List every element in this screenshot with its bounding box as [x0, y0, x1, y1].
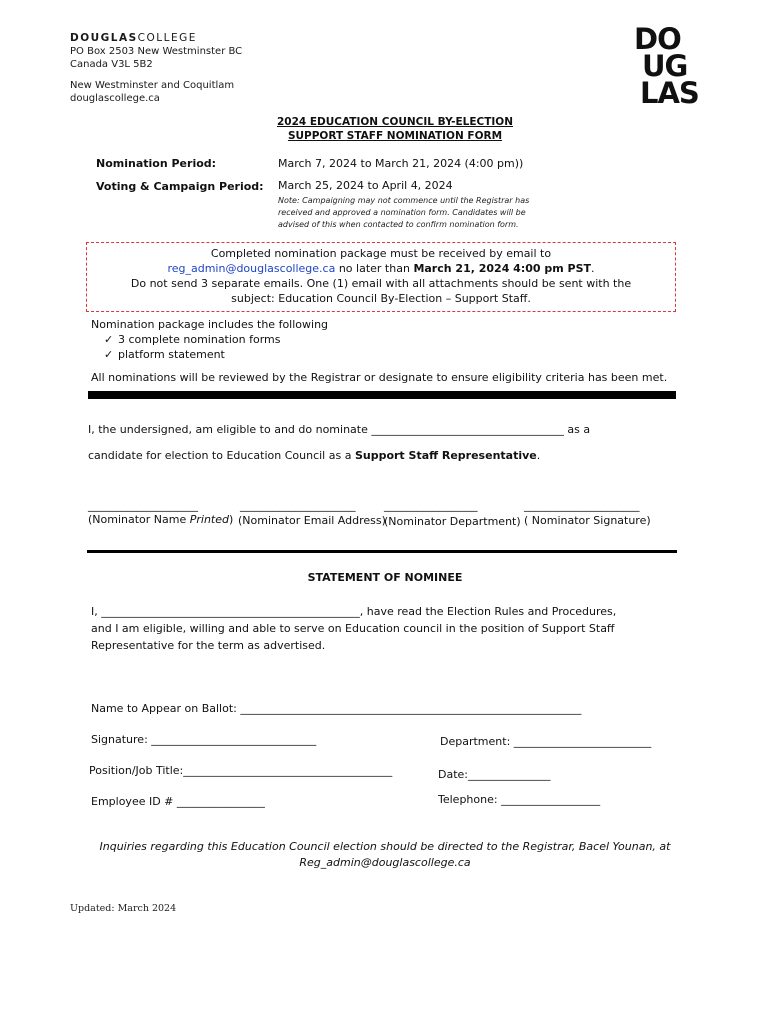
form-title-line1: 2024 EDUCATION COUNCIL BY-ELECTION: [276, 116, 514, 128]
employee-id-field[interactable]: Employee ID # ________________: [91, 795, 265, 808]
nominator-statement-line2: [88, 449, 540, 462]
logo-line2: UG: [642, 49, 688, 83]
voting-period-label: Voting & Campaign Period:: [96, 180, 264, 193]
notice-line1: Completed nomination package must be received by email to: [210, 247, 552, 260]
statement-line3: Representative for the term as advertised.: [91, 639, 326, 652]
package-item: [104, 333, 281, 346]
voting-period-value: March 25, 2024 to April 4, 2024: [278, 179, 453, 192]
brand-bold: DOUGLAS: [70, 32, 138, 44]
notice-line4: subject: Education Council By-Election – Support Staff.: [231, 292, 531, 305]
statement-line2: and I am eligible, willing and able to serve on Education council in the position of Support Staff: [91, 622, 615, 635]
campaign-note: Note: Campaigning may not commence until the Registrar has received and approved a nomination form. Candidates will be advised of this when contacted to confirm nomination form.: [278, 196, 530, 229]
nominator-department-label: (Nominator Department): [384, 515, 521, 528]
form-title-line2: SUPPORT STAFF NOMINATION FORM: [287, 130, 503, 142]
nomination-period-value: March 7, 2024 to March 21, 2024 (4:00 pm)): [278, 157, 524, 170]
package-item-label: platform statement: [118, 348, 225, 361]
package-intro: Nomination package includes the following: [91, 318, 329, 331]
label-name-italic: Printed: [189, 513, 229, 526]
nominator-department-blank[interactable]: _________________: [384, 499, 478, 512]
douglas-logo: [632, 22, 714, 110]
label-name-end: ): [229, 513, 234, 526]
notice-line2-end: .: [591, 262, 595, 275]
nominator-email-label: (Nominator Email Address): [238, 514, 386, 527]
package-item-label: 3 complete nomination forms: [118, 333, 281, 346]
logo-line1: DO: [634, 22, 681, 56]
statement-heading: STATEMENT OF NOMINEE: [307, 571, 463, 584]
ballot-name-field[interactable]: Name to Appear on Ballot: ______________________________________________________________: [91, 702, 582, 715]
nominator-signature-blank[interactable]: _____________________: [524, 499, 640, 512]
nominator-role: Support Staff Representative: [354, 449, 537, 462]
review-statement: All nominations will be reviewed by the Registrar or designate to ensure eligibility criteria has been met.: [91, 371, 668, 384]
registrar-email-link[interactable]: reg_admin@douglascollege.ca: [167, 262, 336, 275]
nominator-name-label: [88, 513, 233, 526]
notice-line2-mid: no later than: [335, 262, 414, 275]
statement-line1: I, _______________________________________________, have read the Election Rules and Procedures,: [91, 605, 617, 618]
brand-light: COLLEGE: [137, 32, 197, 44]
telephone-field[interactable]: Telephone: __________________: [438, 793, 601, 806]
date-field[interactable]: Date:_______________: [438, 768, 551, 781]
notice-line3: Do not send 3 separate emails. One (1) email with all attachments should be sent with the: [130, 277, 632, 290]
section-divider: [87, 550, 677, 553]
section-divider: [88, 391, 676, 399]
campuses: New Westminster and Coquitlam: [70, 80, 235, 91]
address-line1: PO Box 2503 New Westminster BC: [70, 46, 243, 57]
notice-deadline: March 21, 2024 4:00 pm PST: [413, 262, 592, 275]
checkmark-icon: ✓: [104, 348, 114, 361]
website: douglascollege.ca: [70, 93, 160, 104]
nominator-name-blank[interactable]: ____________________: [88, 499, 198, 512]
nominator-line2-start: candidate for election to Education Council as a: [88, 449, 355, 462]
inquiry-line1: Inquiries regarding this Education Council election should be directed to the Registrar, Bacel Younan, at: [99, 840, 671, 853]
updated-date: Updated: March 2024: [70, 903, 177, 914]
nominator-email-blank[interactable]: _____________________: [240, 499, 356, 512]
position-field[interactable]: Position/Job Title:______________________________________: [89, 764, 393, 777]
department-field[interactable]: Department: _________________________: [440, 735, 652, 748]
signature-field[interactable]: Signature: ______________________________: [91, 733, 317, 746]
nominator-statement-line1: I, the undersigned, am eligible to and do nominate ___________________________________ as a: [88, 423, 591, 436]
label-name-start: (Nominator Name: [88, 513, 190, 526]
nominator-line2-end: .: [536, 449, 541, 462]
package-item: [104, 348, 225, 361]
logo-line3: LAS: [640, 76, 699, 110]
address-line2: Canada V3L 5B2: [70, 59, 153, 70]
nominator-signature-label: ( Nominator Signature): [524, 514, 651, 527]
inquiry-email[interactable]: Reg_admin@douglascollege.ca: [299, 856, 471, 869]
college-wordmark: [70, 32, 197, 45]
nomination-period-label: Nomination Period:: [96, 157, 217, 170]
checkmark-icon: ✓: [104, 333, 114, 346]
notice-line2: [86, 262, 676, 275]
